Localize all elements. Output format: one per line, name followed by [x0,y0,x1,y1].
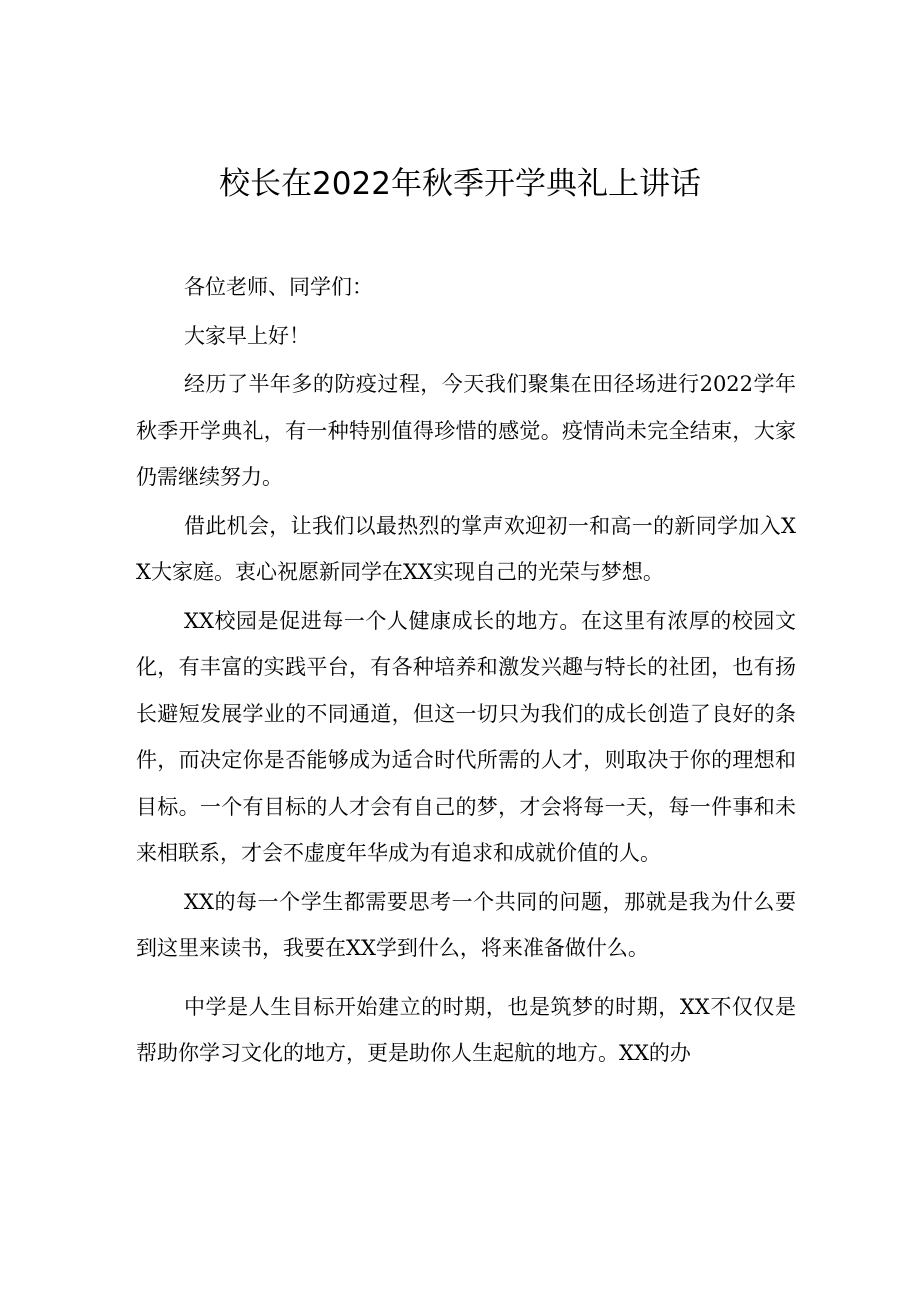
paragraph-greeting: 各位老师、同学们： [184,275,373,299]
paragraph-good-morning: 大家早上好！ [184,323,310,348]
paragraph: XX的每一个学生都需要思考一个共同的问题，那就是我为什么要到这里来读书，我要在XX学到什么，将来准备做什么。 [136,889,796,960]
paragraph: XX校园是促进每一个人健康成长的地方。在这里有浓厚的校园文化，有丰富的实践平台，有各种培养和激发兴趣与特长的社团，也有扬长避短发展学业的不同通道，但这一切只为我们的成长创造了良好的条件，而决定你是否能够成为适合时代所需的人才，则取决于你的理想和目标。一个有目标的人才会有自己的梦，才会将每一天，每一件事和未来相联系，才会不虚度年华成为有追求和成就价值的人。 [136,608,796,865]
document-body [136,264,796,1079]
paragraph: 中学是人生目标开始建立的时期，也是筑梦的时期，XX不仅仅是帮助你学习文化的地方，更是助你人生起航的地方。XX的办 [136,994,796,1065]
paragraph: 借此机会，让我们以最热烈的掌声欢迎初一和高一的新同学加入XX大家庭。衷心祝愿新同学在XX实现自己的光荣与梦想。 [136,513,796,584]
document-title: 校长在2022年秋季开学典礼上讲话 [219,166,701,202]
paragraph: 经历了半年多的防疫过程，今天我们聚集在田径场进行2022学年秋季开学典礼，有一种特别值得珍惜的感觉。疫情尚未完全结束，大家仍需继续努力。 [136,372,796,489]
